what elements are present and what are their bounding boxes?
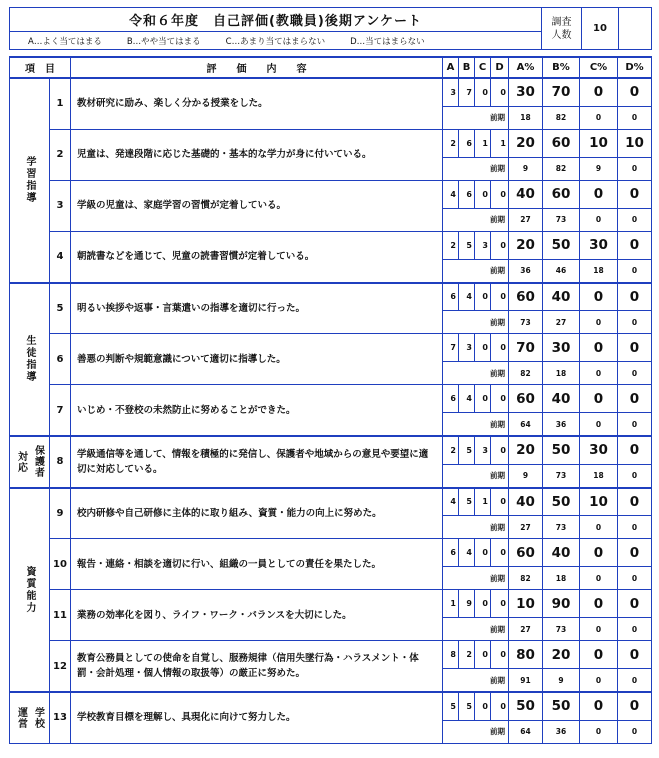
table-row xyxy=(10,539,652,567)
previous-pd: 0 xyxy=(618,516,652,539)
pct-bp: 50 xyxy=(543,436,580,464)
pct-bp: 40 xyxy=(543,283,580,311)
pct-bp: 70 xyxy=(543,78,580,106)
item-text: 校内研修や自己研修に主体的に取り組み、資質・能力の向上に努めた。 xyxy=(71,488,443,539)
item-number: 10 xyxy=(50,539,71,590)
previous-pb: 46 xyxy=(543,259,580,283)
count-c: 1 xyxy=(475,488,491,516)
count-d: 0 xyxy=(491,488,509,516)
count-b: 4 xyxy=(459,539,475,567)
pct-dp: 0 xyxy=(618,436,652,464)
pct-dp: 0 xyxy=(618,385,652,413)
previous-pa: 91 xyxy=(509,669,543,693)
item-number: 11 xyxy=(50,590,71,641)
count-c: 1 xyxy=(475,129,491,157)
pct-ap: 20 xyxy=(509,436,543,464)
previous-label: 前期 xyxy=(443,259,509,283)
pct-ap: 70 xyxy=(509,334,543,362)
count-d: 0 xyxy=(491,334,509,362)
pct-bp: 30 xyxy=(543,334,580,362)
previous-pb: 73 xyxy=(543,208,580,231)
item-text: いじめ・不登校の未然防止に努めることができた。 xyxy=(71,385,443,437)
evaluation-table xyxy=(9,56,652,744)
count-a: 3 xyxy=(443,78,459,106)
count-d: 0 xyxy=(491,436,509,464)
pct-ap: 40 xyxy=(509,488,543,516)
previous-pd: 0 xyxy=(618,464,652,488)
previous-pc: 0 xyxy=(580,311,618,334)
col-d: D xyxy=(491,57,509,78)
count-a: 2 xyxy=(443,129,459,157)
category-hogosha: 対応 保護者 xyxy=(10,436,50,488)
previous-pc: 0 xyxy=(580,208,618,231)
count-b: 5 xyxy=(459,692,475,720)
item-text: 教育公務員としての使命を自覚し、服務規律（信用失墜行為・ハラスメント・体罰・会計処理・個人情報の取扱等）の厳正に努めた。 xyxy=(71,641,443,693)
pct-bp: 60 xyxy=(543,180,580,208)
previous-pb: 36 xyxy=(543,720,580,743)
pct-ap: 80 xyxy=(509,641,543,669)
pct-ap: 10 xyxy=(509,590,543,618)
count-a: 6 xyxy=(443,385,459,413)
count-c: 0 xyxy=(475,334,491,362)
table-row xyxy=(10,436,652,464)
item-text: 学校教育目標を理解し、具現化に向けて努力した。 xyxy=(71,692,443,743)
previous-pd: 0 xyxy=(618,362,652,385)
previous-label: 前期 xyxy=(443,311,509,334)
table-row xyxy=(10,385,652,413)
pct-ap: 60 xyxy=(509,283,543,311)
count-c: 0 xyxy=(475,283,491,311)
previous-pc: 0 xyxy=(580,516,618,539)
previous-pa: 64 xyxy=(509,720,543,743)
count-d: 0 xyxy=(491,641,509,669)
pct-cp: 0 xyxy=(580,283,618,311)
previous-pd: 0 xyxy=(618,413,652,437)
item-number: 8 xyxy=(50,436,71,488)
pct-ap: 30 xyxy=(509,78,543,106)
previous-pa: 82 xyxy=(509,567,543,590)
item-number: 5 xyxy=(50,283,71,334)
survey-count-label: 調査 人数 xyxy=(542,8,582,50)
count-d: 0 xyxy=(491,590,509,618)
previous-pb: 82 xyxy=(543,106,580,129)
count-c: 3 xyxy=(475,231,491,259)
previous-label: 前期 xyxy=(443,208,509,231)
survey-count-value: 10 xyxy=(582,8,619,50)
item-number: 2 xyxy=(50,129,71,180)
count-b: 6 xyxy=(459,129,475,157)
previous-pd: 0 xyxy=(618,208,652,231)
previous-pa: 27 xyxy=(509,618,543,641)
legend xyxy=(10,32,542,50)
table-row xyxy=(10,334,652,362)
count-c: 3 xyxy=(475,436,491,464)
count-c: 0 xyxy=(475,385,491,413)
count-a: 1 xyxy=(443,590,459,618)
pct-bp: 40 xyxy=(543,539,580,567)
previous-label: 前期 xyxy=(443,516,509,539)
previous-pa: 9 xyxy=(509,464,543,488)
count-d: 0 xyxy=(491,78,509,106)
previous-pc: 18 xyxy=(580,259,618,283)
pct-bp: 60 xyxy=(543,129,580,157)
previous-pd: 0 xyxy=(618,720,652,743)
pct-cp: 10 xyxy=(580,129,618,157)
item-text: 朝読書などを通じて、児童の読書習慣が定着している。 xyxy=(71,231,443,283)
previous-pc: 18 xyxy=(580,464,618,488)
previous-label: 前期 xyxy=(443,669,509,693)
previous-pa: 27 xyxy=(509,516,543,539)
pct-cp: 0 xyxy=(580,539,618,567)
count-a: 2 xyxy=(443,231,459,259)
count-b: 5 xyxy=(459,231,475,259)
previous-label: 前期 xyxy=(443,413,509,437)
previous-pb: 73 xyxy=(543,618,580,641)
table-row xyxy=(10,641,652,669)
col-c: C xyxy=(475,57,491,78)
previous-pd: 0 xyxy=(618,669,652,693)
pct-cp: 30 xyxy=(580,231,618,259)
table-row xyxy=(10,78,652,106)
item-number: 3 xyxy=(50,180,71,231)
item-text: 善悪の判断や規範意識について適切に指導した。 xyxy=(71,334,443,385)
count-b: 4 xyxy=(459,385,475,413)
count-d: 0 xyxy=(491,180,509,208)
count-a: 4 xyxy=(443,180,459,208)
count-c: 0 xyxy=(475,78,491,106)
previous-label: 前期 xyxy=(443,157,509,180)
previous-label: 前期 xyxy=(443,567,509,590)
previous-label: 前期 xyxy=(443,362,509,385)
item-number: 7 xyxy=(50,385,71,437)
item-number: 13 xyxy=(50,692,71,743)
count-d: 1 xyxy=(491,129,509,157)
item-text: 報告・連絡・相談を適切に行い、組織の一員としての責任を果たした。 xyxy=(71,539,443,590)
item-text: 業務の効率化を図り、ライフ・ワーク・バランスを大切にした。 xyxy=(71,590,443,641)
previous-pc: 0 xyxy=(580,106,618,129)
category-shishitsu: 資質能力 xyxy=(10,488,50,693)
col-d-pct: D% xyxy=(618,57,652,78)
item-text: 児童は、発達段階に応じた基礎的・基本的な学力が身に付いている。 xyxy=(71,129,443,180)
previous-pc: 0 xyxy=(580,618,618,641)
count-a: 8 xyxy=(443,641,459,669)
previous-pb: 18 xyxy=(543,362,580,385)
previous-pb: 27 xyxy=(543,311,580,334)
count-b: 9 xyxy=(459,590,475,618)
pct-bp: 50 xyxy=(543,231,580,259)
pct-dp: 0 xyxy=(618,334,652,362)
item-number: 4 xyxy=(50,231,71,283)
count-c: 0 xyxy=(475,692,491,720)
table-row xyxy=(10,180,652,208)
legend-d: D…当てはまらない xyxy=(350,36,425,47)
col-content: 評 価 内 容 xyxy=(71,57,443,78)
item-number: 12 xyxy=(50,641,71,693)
pct-dp: 0 xyxy=(618,78,652,106)
count-a: 6 xyxy=(443,283,459,311)
previous-pc: 0 xyxy=(580,413,618,437)
count-d: 0 xyxy=(491,539,509,567)
pct-bp: 20 xyxy=(543,641,580,669)
table-row xyxy=(10,590,652,618)
category-gakushu: 学習指導 xyxy=(10,78,50,283)
previous-pd: 0 xyxy=(618,106,652,129)
legend-a: A…よく当てはまる xyxy=(28,36,102,47)
col-b: B xyxy=(459,57,475,78)
col-c-pct: C% xyxy=(580,57,618,78)
count-b: 3 xyxy=(459,334,475,362)
previous-label: 前期 xyxy=(443,106,509,129)
previous-pd: 0 xyxy=(618,618,652,641)
previous-pa: 9 xyxy=(509,157,543,180)
previous-pa: 73 xyxy=(509,311,543,334)
col-a: A xyxy=(443,57,459,78)
pct-ap: 40 xyxy=(509,180,543,208)
table-row xyxy=(10,231,652,259)
pct-cp: 10 xyxy=(580,488,618,516)
item-text: 学級通信等を通して、情報を積極的に発信し、保護者や地域からの意見や要望に適切に対応している。 xyxy=(71,436,443,488)
pct-bp: 50 xyxy=(543,692,580,720)
pct-ap: 60 xyxy=(509,385,543,413)
count-a: 5 xyxy=(443,692,459,720)
count-c: 0 xyxy=(475,539,491,567)
pct-cp: 0 xyxy=(580,692,618,720)
col-a-pct: A% xyxy=(509,57,543,78)
pct-cp: 0 xyxy=(580,180,618,208)
table-row xyxy=(10,283,652,311)
pct-dp: 0 xyxy=(618,283,652,311)
header-table xyxy=(9,7,652,50)
pct-dp: 0 xyxy=(618,180,652,208)
category-seito: 生徒指導 xyxy=(10,283,50,437)
count-c: 0 xyxy=(475,590,491,618)
previous-pa: 36 xyxy=(509,259,543,283)
count-d: 0 xyxy=(491,385,509,413)
pct-bp: 90 xyxy=(543,590,580,618)
pct-dp: 0 xyxy=(618,539,652,567)
previous-pc: 9 xyxy=(580,157,618,180)
pct-cp: 0 xyxy=(580,78,618,106)
column-header-row xyxy=(10,57,652,78)
pct-cp: 0 xyxy=(580,641,618,669)
pct-dp: 0 xyxy=(618,692,652,720)
previous-pc: 0 xyxy=(580,567,618,590)
header-blank xyxy=(619,8,652,50)
item-text: 学級の児童は、家庭学習の習慣が定着している。 xyxy=(71,180,443,231)
item-number: 6 xyxy=(50,334,71,385)
count-b: 6 xyxy=(459,180,475,208)
pct-dp: 0 xyxy=(618,231,652,259)
previous-label: 前期 xyxy=(443,464,509,488)
count-b: 4 xyxy=(459,283,475,311)
pct-ap: 50 xyxy=(509,692,543,720)
item-number: 1 xyxy=(50,78,71,129)
page-title: 令和６年度 自己評価(教職員)後期アンケート xyxy=(10,8,542,32)
item-text: 明るい挨拶や返事・言葉遣いの指導を適切に行った。 xyxy=(71,283,443,334)
count-a: 4 xyxy=(443,488,459,516)
previous-pb: 73 xyxy=(543,464,580,488)
previous-pb: 82 xyxy=(543,157,580,180)
previous-label: 前期 xyxy=(443,618,509,641)
legend-b: B…やや当てはまる xyxy=(126,36,201,47)
previous-pc: 0 xyxy=(580,669,618,693)
table-row xyxy=(10,129,652,157)
count-d: 0 xyxy=(491,231,509,259)
previous-pd: 0 xyxy=(618,157,652,180)
count-a: 7 xyxy=(443,334,459,362)
count-a: 6 xyxy=(443,539,459,567)
previous-pa: 64 xyxy=(509,413,543,437)
count-a: 2 xyxy=(443,436,459,464)
table-row xyxy=(10,692,652,720)
item-number: 9 xyxy=(50,488,71,539)
pct-dp: 10 xyxy=(618,129,652,157)
previous-pb: 9 xyxy=(543,669,580,693)
category-gakko: 運営 学校 xyxy=(10,692,50,743)
previous-pc: 0 xyxy=(580,720,618,743)
pct-cp: 30 xyxy=(580,436,618,464)
previous-pb: 36 xyxy=(543,413,580,437)
count-d: 0 xyxy=(491,283,509,311)
pct-dp: 0 xyxy=(618,641,652,669)
count-b: 2 xyxy=(459,641,475,669)
item-text: 教材研究に励み、楽しく分かる授業をした。 xyxy=(71,78,443,129)
pct-ap: 20 xyxy=(509,129,543,157)
count-b: 5 xyxy=(459,488,475,516)
previous-pd: 0 xyxy=(618,259,652,283)
col-b-pct: B% xyxy=(543,57,580,78)
pct-ap: 20 xyxy=(509,231,543,259)
legend-c: C…あまり当てはまらない xyxy=(225,36,326,47)
pct-bp: 40 xyxy=(543,385,580,413)
pct-cp: 0 xyxy=(580,334,618,362)
count-b: 5 xyxy=(459,436,475,464)
pct-dp: 0 xyxy=(618,488,652,516)
previous-pa: 82 xyxy=(509,362,543,385)
previous-pa: 18 xyxy=(509,106,543,129)
table-row xyxy=(10,488,652,516)
pct-bp: 50 xyxy=(543,488,580,516)
previous-label: 前期 xyxy=(443,720,509,743)
count-c: 0 xyxy=(475,180,491,208)
pct-dp: 0 xyxy=(618,590,652,618)
pct-cp: 0 xyxy=(580,385,618,413)
previous-pa: 27 xyxy=(509,208,543,231)
col-item: 項 目 xyxy=(10,57,71,78)
count-c: 0 xyxy=(475,641,491,669)
previous-pd: 0 xyxy=(618,311,652,334)
pct-ap: 60 xyxy=(509,539,543,567)
previous-pb: 18 xyxy=(543,567,580,590)
pct-cp: 0 xyxy=(580,590,618,618)
previous-pb: 73 xyxy=(543,516,580,539)
previous-pc: 0 xyxy=(580,362,618,385)
count-b: 7 xyxy=(459,78,475,106)
previous-pd: 0 xyxy=(618,567,652,590)
count-d: 0 xyxy=(491,692,509,720)
